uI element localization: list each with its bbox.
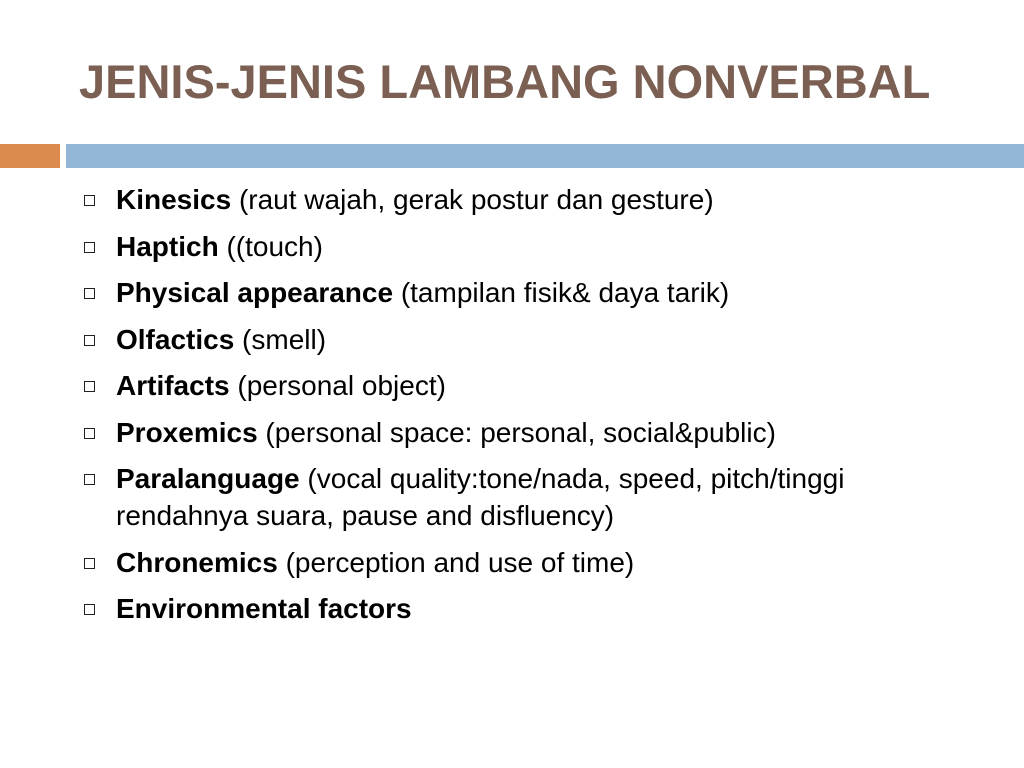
square-bullet-icon: [84, 335, 95, 346]
slide-title: JENIS-JENIS LAMBANG NONVERBAL: [79, 55, 931, 108]
item-term: Kinesics: [116, 184, 232, 215]
item-term: Artifacts: [116, 370, 230, 401]
list-item-chronemics: [80, 544, 980, 581]
square-bullet-icon: [84, 242, 95, 253]
square-bullet-icon: [84, 288, 95, 299]
list-item-proxemics: [80, 414, 980, 451]
item-description: (smell): [234, 323, 327, 355]
item-term: Proxemics: [116, 416, 258, 448]
item-description: (personal object): [229, 370, 446, 401]
item-term: Haptich: [116, 230, 219, 262]
square-bullet-icon: [84, 381, 95, 392]
item-term: Paralanguage: [116, 463, 300, 494]
item-term: Olfactics: [116, 323, 235, 355]
list-item-paralanguage: [80, 460, 980, 534]
item-description: (tampilan fisik& daya tarik): [393, 277, 730, 308]
list-item-physical-appearance: [80, 274, 980, 311]
list-item-artifacts: [80, 367, 980, 404]
item-description: (raut wajah, gerak postur dan gesture): [231, 184, 714, 215]
square-bullet-icon: [84, 474, 95, 485]
list-item-olfactics: [80, 321, 980, 358]
item-description: (perception and use of time): [277, 546, 635, 578]
title-accent-bar: [0, 144, 60, 168]
item-term: Physical appearance: [116, 277, 394, 308]
square-bullet-icon: [84, 604, 95, 615]
square-bullet-icon: [84, 558, 95, 569]
list-item-environmental-factors: [80, 590, 980, 627]
list-item-haptich: [80, 228, 980, 265]
square-bullet-icon: [84, 195, 95, 206]
bullet-list: [80, 181, 980, 637]
list-item-kinesics: [80, 181, 980, 218]
item-description: (vocal quality:tone/nada, speed, pitch/tinggi rendahnya suara, pause and disfluency): [116, 463, 845, 531]
item-term: Chronemics: [116, 546, 278, 578]
title-underline-bar: [66, 144, 1024, 168]
item-description: ((touch): [218, 230, 323, 262]
item-term: Environmental factors: [116, 593, 412, 624]
square-bullet-icon: [84, 428, 95, 439]
item-description: (personal space: personal, social&public): [257, 416, 776, 448]
